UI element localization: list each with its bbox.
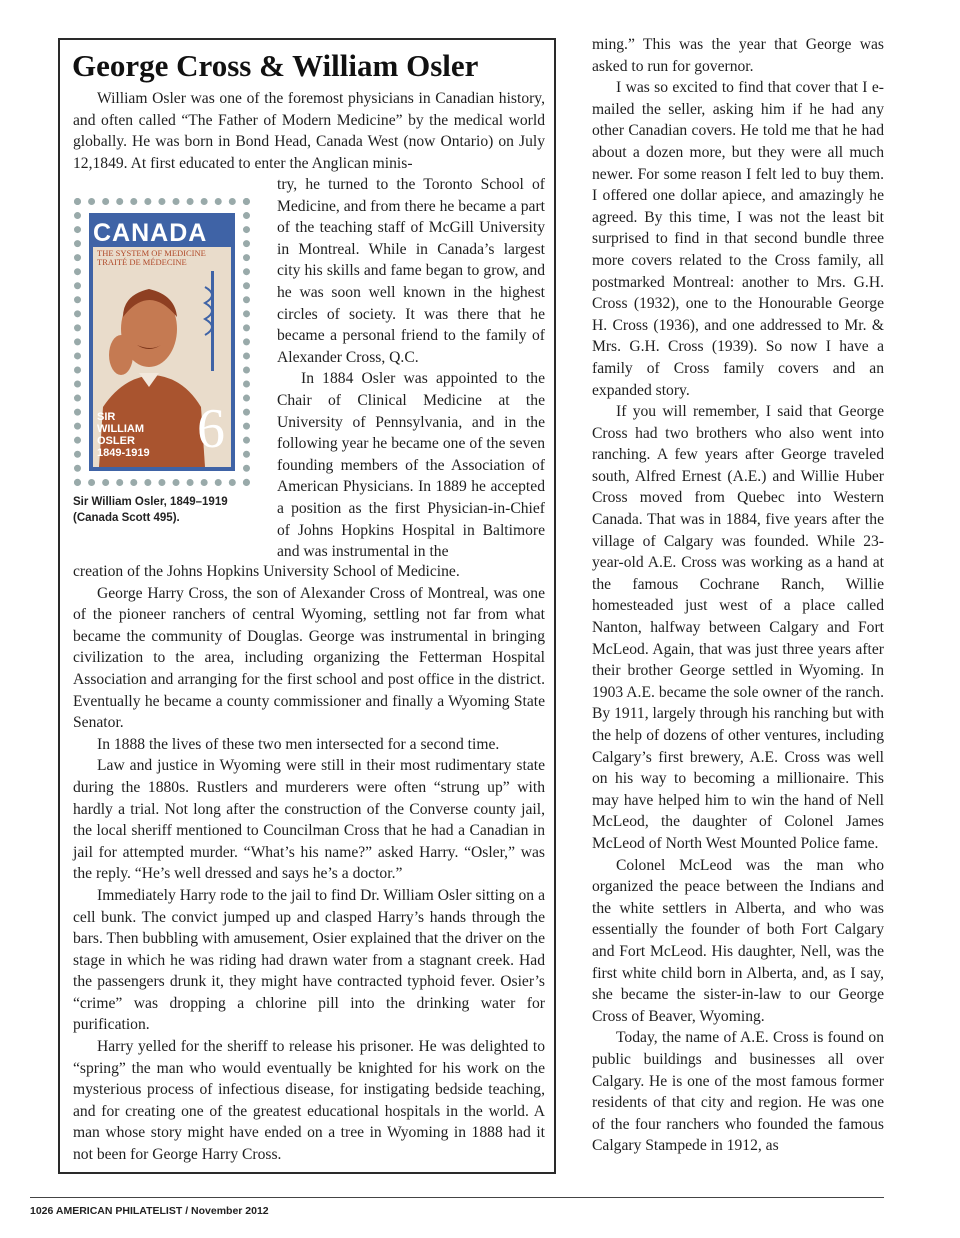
right-paragraph: If you will remember, I said that George Cross had two brothers who also went into ranching. A few years after George traveled south, Alfred Ernest (A.E.) and Willie Huber Cross moved from Quebec into Western Canada. That was in 1884, five years after the village of Calgary was founded. While 23-year-old A.E. Cross was working as a hand at the famous Cochrane Ranch, Willie homesteaded just west of a place called Nanton, halfway between Calgary and Fort McLeod. Again, that was just three years after their brother George settled in Wyoming. In 1903 A.E. became the sole owner of the ranch. By 1911, largely through his ranching but with the help of dozens of other ventures, including Calgary’s first brewery, A.E. Cross was well on his way to becoming a millionaire. This may have helped him to win the hand of Nell McLeod, the daughter of Colonel James McLeod of North West Mounted Police fame. [592, 403, 884, 852]
stamp-denomination: 6 [197, 398, 225, 460]
stamp-name-line3: OSLER [97, 435, 135, 447]
caption-line2: (Canada Scott 495). [73, 512, 180, 524]
right-column-body [592, 34, 884, 1157]
left-paragraph: Harry yelled for the sheriff to release his prisoner. He was delighted to “spring” the man who would eventually be knighted for his work on the mysterious process of infectious disease, for instigating bedside teaching, and for creating one of the greatest educational hospitals in the world. A man whose story might have ended on a tree in Wyoming in 1888 had it not been for George Harry Cross. [73, 1038, 545, 1164]
article-title: George Cross & William Osler [72, 48, 479, 83]
stamp-name-line1: SIR [97, 411, 116, 423]
left-paragraph: Immediately Harry rode to the jail to find Dr. William Osler sitting on a cell bunk. The convict jumped up and clasped Harry’s hands through the bars. Then bubbling with amusement, Osier explained that the driver on the stage in which he was riding had drawn water from a stagnant creek. Had the passengers drunk it, they might have contracted typhoid fever. Osier’s “crime” was dropping a chlorine pill into the drinking water for purification. [73, 886, 545, 1034]
left-paragraph: In 1888 the lives of these two men intersected for a second time. [97, 735, 500, 753]
stamp-frame [89, 213, 235, 471]
stamp-portrait-panel [93, 247, 231, 467]
canada-stamp-image [74, 198, 250, 486]
right-paragraph: Colonel McLeod was the man who organized the peace between the Indians and the white settlers in Alberta, and who was essentially the founder of both Fort Calgary and Fort McLeod. His daughter, Nell, was the first white child born in Alberta, and, as I say, she became the sister-in-law to our George Cross of Beaver, Wyoming. [592, 856, 884, 1025]
stamp-name-line4: 1849-1919 [97, 447, 150, 459]
article-intro [73, 88, 545, 174]
stamp-name [97, 411, 150, 459]
left-column-body [73, 561, 545, 1166]
page-footer: 1026 AMERICAN PHILATELIST / November 2012 [30, 1205, 269, 1217]
footer-rule [30, 1197, 884, 1198]
wrap-paragraph-2: In 1884 Osler was appointed to the Chair of Clinical Medicine at the University of Pennsylvania, and in the following year he became one of the seven founding members of the Association of American Physicians. In 1889 he accepted a position as the first Physician-in-Chief of Johns Hopkins Hospital in Baltimore and was instrumental in the [277, 370, 545, 561]
left-paragraph: Law and justice in Wyoming were still in their most rudimentary state during the 1880s. Rustlers and murderers were often “strung up” with hardly a trial. Not long after the construction of the Converse county jail, the local sheriff mentioned to Councilman Cross that he had a Canadian in jail for attempted murder. “What’s his name?” asked Harry. “Osler,” was the reply. “He’s well dressed and says he’s a doctor.” [73, 757, 545, 883]
stamp-country: CANADA [93, 219, 208, 247]
stamp-subtitle-line2: TRAITÉ DE MÉDECINE [97, 257, 187, 267]
wrapped-text-column [277, 174, 545, 563]
right-paragraph: Today, the name of A.E. Cross is found on public buildings and businesses all over Calgary. He is one of the most famous former residents of that city and region. He was one of the four ranchers who founded the famous Calgary Stampede in 1912, as [592, 1029, 884, 1155]
intro-paragraph: William Osler was one of the foremost physicians in Canadian history, and often called “The Father of Modern Medicine” by the medical world globally. He was born in Bond Head, Canada West (now Ontario) on July 12,1849. At first educated to enter the Anglican minis- [73, 90, 545, 172]
left-paragraph: creation of the Johns Hopkins University School of Medicine. [73, 563, 460, 580]
stamp-subtitle-line1: THE SYSTEM OF MEDICINE [97, 248, 206, 258]
stamp-caption [73, 494, 263, 526]
wrap-paragraph-1: try, he turned to the Toronto School of Medicine, and from there he became a part of the teaching staff of McGill University in Montreal. While in Canada’s largest city his skills and fame began to grow, and he was soon well known in the highest circles of society. It was there that he became a personal friend to the family of Alexander Cross, Q.C. [277, 176, 545, 366]
stamp-name-line2: WILLIAM [97, 423, 145, 435]
right-paragraph: ming.” This was the year that George was asked to run for governor. [592, 36, 884, 75]
right-paragraph: I was so excited to find that cover that I e-mailed the seller, asking him if he had any other Canadian covers. He told me that he had about a dozen more, but they were all much newer. For some reason I felt led to buy them. I offered one dollar apiece, and amazingly he agreed. By this time, I was not the least bit surprised to find in that second bundle three more covers related to the Cross family, all postmarked Montreal: another to Mrs. G.H. Cross (1932), one to the Honourable George H. Cross (1936), and one addressed to Mr. & Mrs. G.H. Cross (1939). So now I have a family of Cross family covers and an expanded story. [592, 79, 884, 399]
caption-line1: Sir William Osler, 1849–1919 [73, 496, 228, 508]
left-paragraph: George Harry Cross, the son of Alexander Cross of Montreal, was one of the pioneer ranchers of central Wyoming, settling not far from what became the community of Douglas. George was instrumental in bringing civilization to the area, including organizing the Fetterman Hospital Association and arranging for the first school and post office in the district. Eventually he became a county commissioner and finally a Wyoming State Senator. [73, 584, 545, 732]
